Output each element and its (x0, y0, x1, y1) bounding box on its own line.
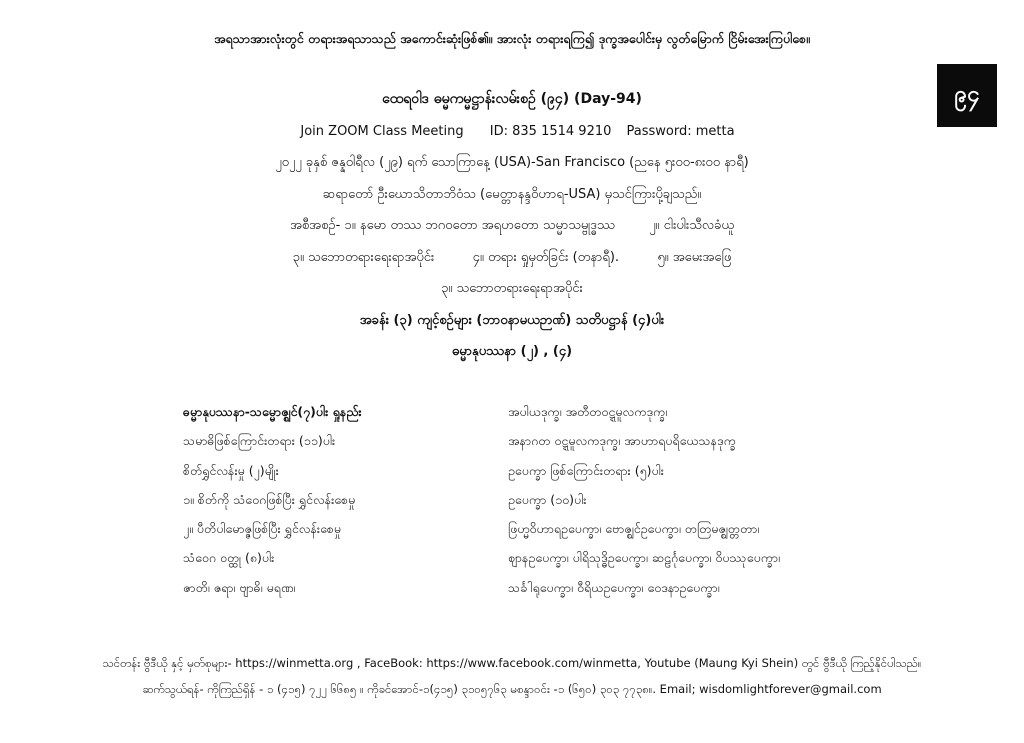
outline-row (0, 485, 1024, 514)
lesson-outline (0, 397, 1024, 602)
outline-right: ဥပေက္ခာ (၁၀)ပါး (508, 491, 587, 507)
agenda-item-4: ၄။ တရား ရှုမှတ်ခြင်း (တနာရီ). (472, 249, 620, 265)
lesson-subtitle: ဓမ္မာနုပဿနာ (၂) , (၄) (451, 344, 573, 359)
outline-row (0, 426, 1024, 455)
outline-row (0, 397, 1024, 426)
outline-left: ၂။ ပီတိပါမောဇ္ဇဖြစ်ပြီး ရွှင်လန်းစေမှု (183, 521, 342, 537)
outline-left: ဇာတိ၊ ဇရာ၊ ဗျာဓိ၊ မရဏ၊ (183, 579, 296, 595)
outline-row (0, 543, 1024, 572)
zoom-meeting-id[interactable]: ID: 835 1514 9210 (489, 123, 612, 139)
lesson-title: အခန်း (၃) ကျင့်စဉ်များ (ဘာဝနာမယဉာဏ်) သတိပဋ္ဌာန် (၄)ပါး (359, 312, 665, 328)
outline-row (0, 573, 1024, 602)
outline-row (0, 514, 1024, 543)
page-number-badge: ၉၄ (937, 64, 997, 127)
section-heading: ၃။ သဘောတရားရေးရာအပိုင်း (441, 281, 583, 296)
zoom-label: Join ZOOM Class Meeting (300, 123, 464, 139)
contact-footer (0, 650, 1024, 702)
date-line: ၂၀၂၂ ခုနှစ် ဇန္နဝါရီလ (၂၉) ရက် သောကြာနေ့ (USA)-San Francisco (ညနေ ၅း၀၀-၈း၀၀ နာရီ) (275, 155, 749, 170)
zoom-password: Password: metta (626, 123, 735, 139)
agenda-item-2: ၂။ ငါးပါးသီလခံယူ (649, 218, 735, 233)
agenda-line-2 (0, 242, 1024, 274)
outline-right: ဥပေက္ခာ ဖြစ်ကြောင်းတရား (၅)ပါး (508, 462, 664, 478)
session-title: ထေရဝါဒ ဓမ္မကမ္မဋ္ဌာန်းလမ်းစဉ် (၉၄) (Day-94) (382, 91, 642, 107)
outline-left: ဓမ္မာနုပဿနာ-သမ္မောဇ္ဈင်(၇)ပါး ရှုနည်း (183, 404, 362, 419)
outline-right: ဈာနဥပေက္ခာ၊ ပါရိသုဒ္ဓိဥပေက္ခာ၊ ဆဠင်္ဂုပေက္ခာ၊ ဝိပဿုပေက္ခာ၊ (508, 550, 781, 566)
outline-row (0, 456, 1024, 485)
outline-right: သင်္ခါရုပေက္ခာ၊ ဝီရိယဥပေက္ခာ၊ ဝေဒနာဥပေက္ခာ၊ (508, 579, 720, 595)
outline-right: အနာဂတ ဝဋ္ဋမူလကဒုက္ခ၊ အာဟာရပရိယေသနဒုက္ခ (508, 433, 736, 449)
outline-right: ဖြဟ္မဝိဟာရဥပေက္ခာ၊ ဗောဇ္ဈင်ဥပေက္ခာ၊ တတြမဇ္ဈတ္တတာ၊ (508, 521, 760, 537)
blessing-banner: အရသာအားလုံးတွင် တရားအရသာသည် အကောင်းဆုံးဖြစ်၏။ အားလုံး တရားရကြ၍ ဒုက္ခအပေါင်းမှ လွတ်မြောက် ငြိမ်းအေးကြပါစေ။ (214, 31, 810, 46)
outline-left: သမာဓိဖြစ်ကြောင်းတရား (၁၁)ပါး (183, 433, 336, 449)
agenda-line-1 (0, 210, 1024, 242)
agenda-item-3: ၃။ သဘောတရားရေးရာအပိုင်း (292, 249, 435, 265)
agenda-item-5: ၅။ အမေးအဖြေ (657, 249, 732, 265)
outline-right: အပါယဒုက္ခ၊ အတီတဝဋ္ဋမူလကဒုက္ခ၊ (508, 404, 668, 419)
zoom-info-line (0, 116, 1024, 148)
teacher-line: ဆရာတော် ဦးဃောသိတာဘိဝံသ (မေတ္တာနန္ဒဝိဟာရ-USA) မှသင်ကြားပို့ချသည်။ (322, 186, 702, 202)
footer-contact-line[interactable]: ဆက်သွယ်ရန်- ကိုကြည်ရှိန် - ၁ (၄၁၅) ၇၂၂ ၆၆၈၅ ။ ကိုခင်အောင်-၁(၄၁၅) ၃၁၀၅၇၆၃ မစန္ဒာဝင်း -၁ (၆၅၀) ၃၀၃ ၇၇၃၈။. Email; wisdomlightforever@gmail.com (142, 682, 882, 696)
agenda-item-1: အစီအစဉ်- ၁။ နမော တဿ ဘဂဝတော အရဟတော သမ္မာသမ္ဗုဒ္ဓဿ (289, 218, 615, 233)
session-header (0, 84, 1024, 368)
outline-left: စိတ်ရွှင်လန်းမှု (၂)မျိုး (183, 462, 279, 478)
footer-links-line[interactable]: သင်တန်း ဗွီဒီယို နှင့် မှတ်စုများ- https://winmetta.org , FaceBook: https://www.facebook.com/winmetta, Youtube (Maung Kyi Shein) တွင် ဗွီဒီယို ကြည့်နိုင်ပါသည်။ (102, 656, 922, 670)
outline-left: သံဝေဂ ဝတ္ထု (၈)ပါး (183, 550, 275, 566)
outline-left: ၁။ စိတ်ကို သံဝေဂဖြစ်ပြီး ရွှင်လန်းစေမှု (183, 491, 356, 507)
